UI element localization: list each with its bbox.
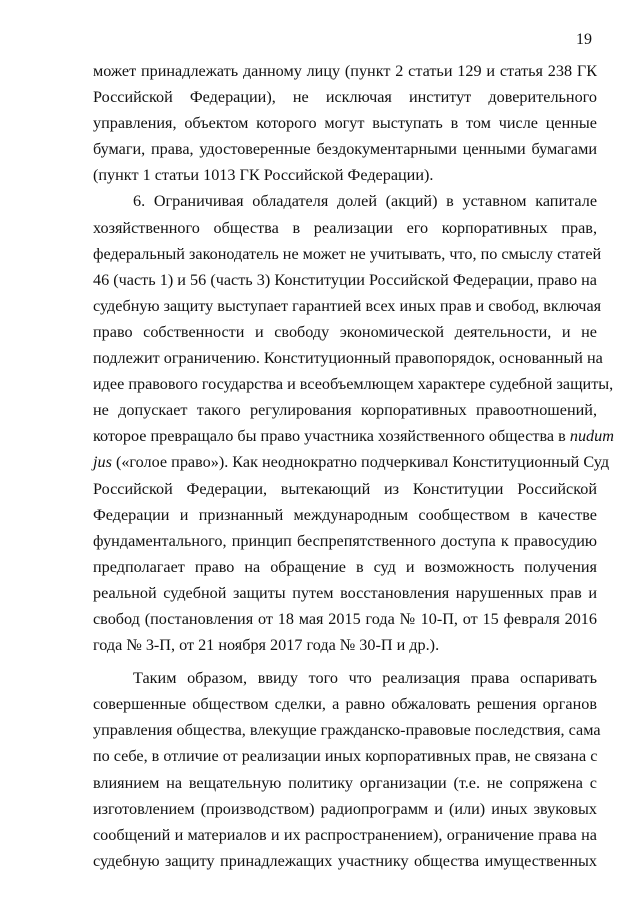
text-line bbox=[93, 423, 614, 449]
text-line: не допускает такого регулирования корпоративных правоотношений, bbox=[93, 401, 597, 420]
paragraph-conclusion bbox=[93, 665, 601, 874]
text-line: реальной судебной защиты путем восстановления нарушенных прав и bbox=[93, 583, 597, 602]
text-line: по себе, в отличие от реализации иных корпоративных прав, не связана с bbox=[93, 747, 598, 766]
paragraph-6 bbox=[93, 188, 614, 658]
text-line: совершенные обществом сделки, а равно обжаловать решения органов bbox=[93, 695, 597, 714]
text-line: Таким образом, ввиду того что реализация права оспаривать bbox=[133, 669, 597, 688]
text-line: Российской Федерации, вытекающий из Конституции Российской bbox=[93, 479, 597, 498]
latin-term: nudum bbox=[569, 427, 614, 446]
text-line: управления общества, влекущие гражданско-правовые последствия, сама bbox=[93, 721, 601, 740]
text-line: влиянием на вещательную политику организации (т.е. не сопряжена с bbox=[93, 773, 597, 792]
text-line: изготовлением (производством) радиопрограмм и (или) иных звуковых bbox=[93, 799, 597, 818]
text-line: года № 3-П, от 21 ноября 2017 года № 30-П и др.). bbox=[93, 636, 440, 655]
document-body bbox=[93, 58, 614, 874]
text-line: федеральный законодатель не может не учитывать, что, по смыслу статей bbox=[93, 244, 602, 263]
paragraph-gap bbox=[93, 658, 597, 665]
text-line: идее правового государства и всеобъемлющем характере судебной защиты, bbox=[93, 375, 614, 394]
text-line: (пункт 1 статьи 1013 ГК Российской Федерации). bbox=[93, 166, 434, 185]
paragraph-continuation bbox=[93, 58, 597, 188]
text-line: Российской Федерации), не исключая институт доверительного bbox=[93, 88, 597, 107]
text-line: судебную защиту выступает гарантией всех иных прав и свобод, включая bbox=[93, 296, 602, 315]
text-line bbox=[93, 449, 610, 475]
text-line: судебную защиту принадлежащих участнику общества имущественных bbox=[93, 851, 597, 870]
text-line: фундаментального, принцип беспрепятственного доступа к правосудию bbox=[93, 531, 597, 550]
page-number: 19 bbox=[576, 31, 592, 48]
text-line: сообщений и материалов и их распространением), ограничение права на bbox=[93, 825, 597, 844]
text-segment: («голое право»). Как неоднократно подчеркивал Конституционный Суд bbox=[115, 453, 610, 472]
text-line: 46 (часть 1) и 56 (часть 3) Конституции Российской Федерации, право на bbox=[93, 270, 597, 289]
text-line: Федерации и признанный международным сообществом в качестве bbox=[93, 505, 597, 524]
text-line: может принадлежать данному лицу (пункт 2 статьи 129 и статья 238 ГК bbox=[93, 62, 597, 80]
text-line: подлежит ограничению. Конституционный правопорядок, основанный на bbox=[93, 349, 603, 368]
text-line: предполагает право на обращение в суд и возможность получения bbox=[93, 557, 597, 576]
text-line: свобод (постановления от 18 мая 2015 года № 10-П, от 15 февраля 2016 bbox=[93, 609, 597, 628]
text-line: бумаги, права, удостоверенные бездокументарными ценными бумагами bbox=[93, 140, 597, 159]
text-line: управления, объектом которого могут выступать в том числе ценные bbox=[93, 114, 597, 133]
text-line: 6. Ограничивая обладателя долей (акций) в уставном капитале bbox=[133, 192, 597, 211]
latin-term: jus bbox=[93, 453, 112, 472]
text-line: хозяйственного общества в реализации его корпоративных прав, bbox=[93, 218, 597, 237]
text-segment: которое превращало бы право участника хозяйственного общества в bbox=[93, 427, 566, 446]
text-line: право собственности и свободу экономической деятельности, и не bbox=[93, 322, 597, 341]
